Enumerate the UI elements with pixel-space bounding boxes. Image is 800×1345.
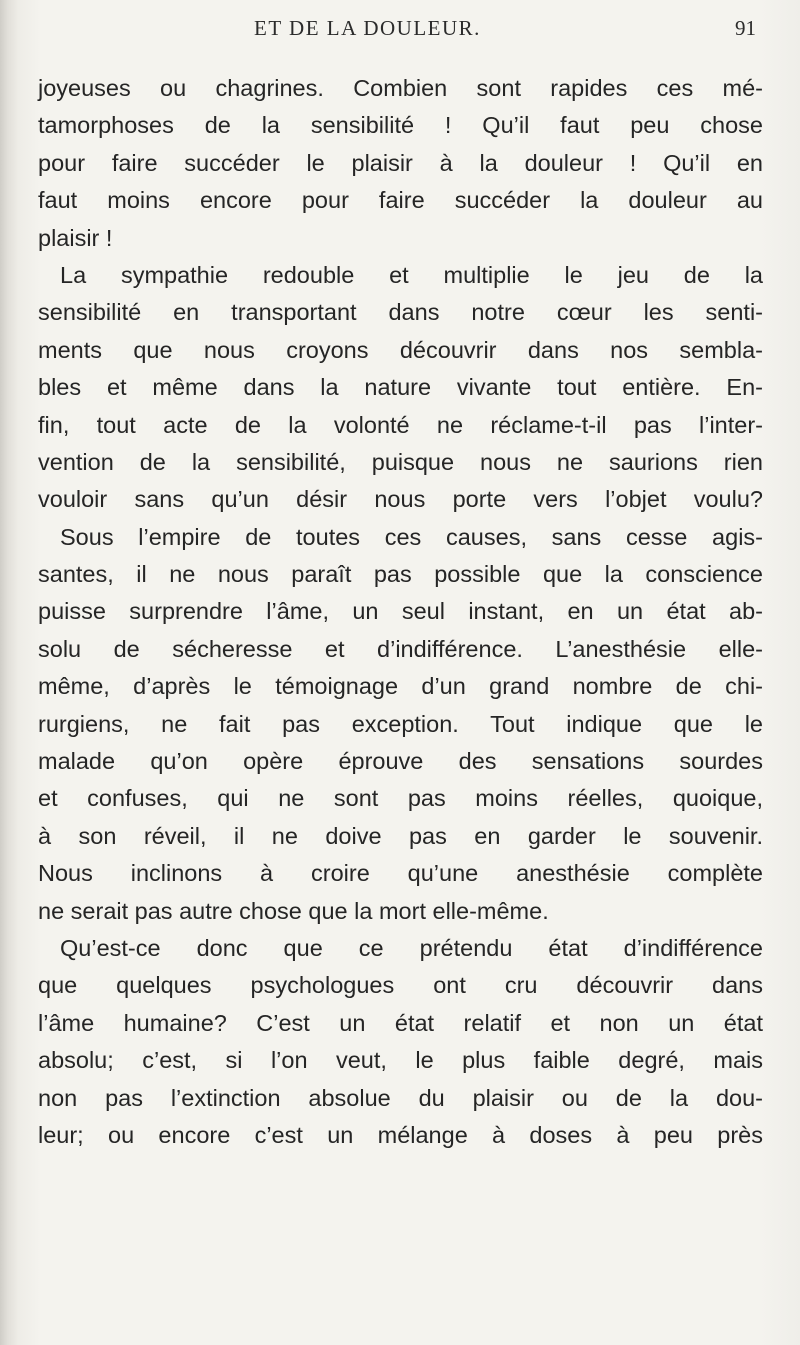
text-line: Sous l’empire de toutes ces causes, sans cesse agis- <box>60 523 763 550</box>
text-line: absolu; c’est, si l’on veut, le plus faible degré, mais <box>38 1047 763 1074</box>
text-line: tamorphoses de la sensibilité ! Qu’il faut peu chose <box>38 112 763 139</box>
text-line: l’âme humaine? C’est un état relatif et non un état <box>38 1009 763 1036</box>
text-line: malade qu’on opère éprouve des sensations sourdes <box>38 748 763 775</box>
text-line: ments que nous croyons découvrir dans nos sembla- <box>38 336 763 363</box>
text-line: et confuses, qui ne sont pas moins réelles, quoique, <box>38 785 763 812</box>
text-line: La sympathie redouble et multiplie le jeu de la <box>60 261 763 288</box>
running-head-title: ET DE LA DOULEUR. <box>254 16 481 40</box>
text-line: vouloir sans qu’un désir nous porte vers l’objet voulu? <box>38 486 763 513</box>
text-line: plaisir ! <box>38 224 113 251</box>
text-line: joyeuses ou chagrines. Combien sont rapides ces mé- <box>38 75 763 101</box>
text-line: santes, il ne nous paraît pas possible que la conscience <box>38 561 763 588</box>
body-text <box>38 70 763 1154</box>
text-line: solu de sécheresse et d’indifférence. L’anesthésie elle- <box>38 635 763 662</box>
text-line: rurgiens, ne fait pas exception. Tout indique que le <box>38 710 763 737</box>
text-line: fin, tout acte de la volonté ne réclame-t-il pas l’inter- <box>38 411 763 438</box>
text-line: à son réveil, il ne doive pas en garder le souvenir. <box>38 822 763 849</box>
text-line: Nous inclinons à croire qu’une anesthésie complète <box>38 860 763 887</box>
text-line: bles et même dans la nature vivante tout entière. En- <box>38 374 763 401</box>
text-line: faut moins encore pour faire succéder la douleur au <box>38 187 763 214</box>
text-line: leur; ou encore c’est un mélange à doses à peu près <box>38 1121 763 1148</box>
text-line: même, d’après le témoignage d’un grand nombre de chi- <box>38 673 763 700</box>
text-line: pour faire succéder le plaisir à la douleur ! Qu’il en <box>38 149 763 176</box>
page-number: 91 <box>735 16 756 40</box>
text-line: Qu’est-ce donc que ce prétendu état d’indifférence <box>60 934 763 961</box>
text-line: sensibilité en transportant dans notre cœur les senti- <box>38 299 763 326</box>
text-line: puisse surprendre l’âme, un seul instant, en un état ab- <box>38 598 763 625</box>
text-line: vention de la sensibilité, puisque nous ne saurions rien <box>38 448 763 475</box>
text-line: que quelques psychologues ont cru découvrir dans <box>38 972 763 999</box>
page-gutter-shadow <box>0 0 18 1345</box>
text-line: non pas l’extinction absolue du plaisir ou de la dou- <box>38 1084 763 1111</box>
text-line: ne serait pas autre chose que la mort elle-même. <box>38 897 549 924</box>
running-head <box>0 14 800 44</box>
